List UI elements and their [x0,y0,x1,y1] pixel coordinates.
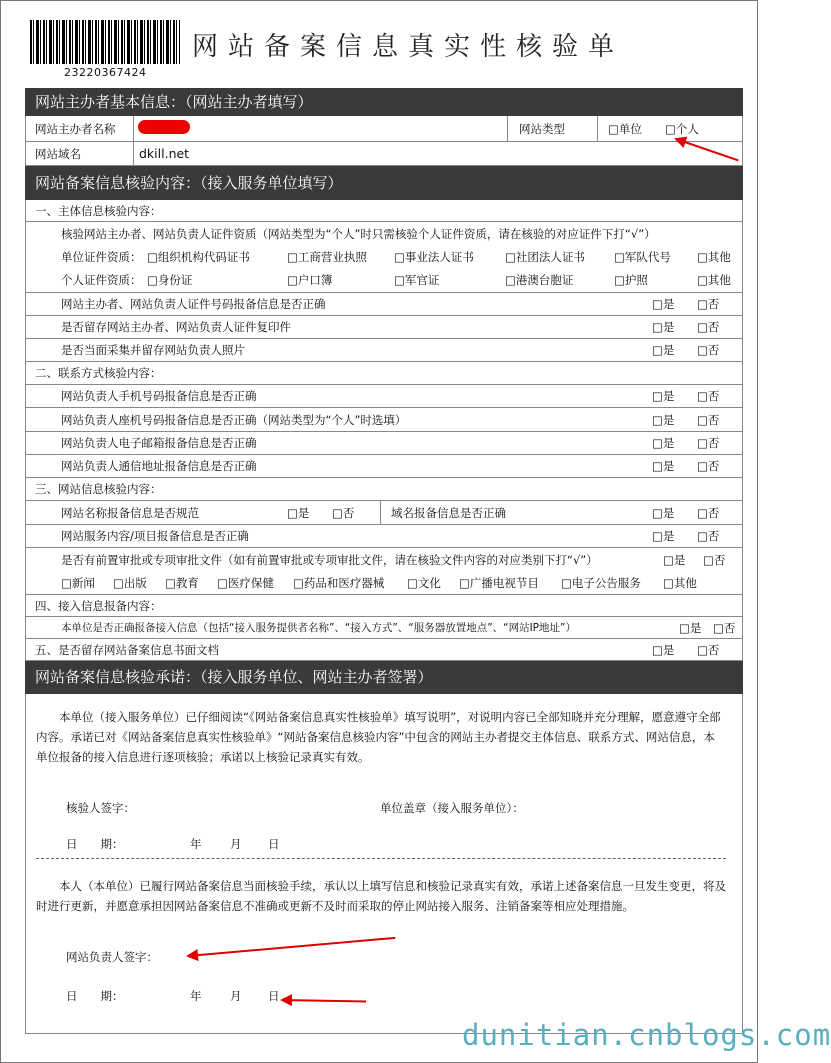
month-label: 月 [230,989,242,1003]
yes-checkbox[interactable]: □是 [652,320,675,334]
personal-cert-checkbox[interactable]: □军官证 [394,273,440,287]
check-row [25,408,743,432]
section3-heading: 网站备案信息核验承诺：（接入服务单位、网站主办者签署） [25,661,743,694]
check-row [25,617,743,639]
question: 网站负责人电子邮箱报备信息是否正确 [61,436,257,450]
no-checkbox[interactable]: □否 [697,642,720,657]
yes-checkbox[interactable]: □是 [663,552,686,567]
approval-checkbox[interactable]: □广播电视节目 [459,575,539,590]
no-checkbox[interactable]: □否 [713,620,736,635]
redaction-mark [138,120,190,134]
part2-row [25,362,743,385]
yes-checkbox[interactable]: □是 [652,642,675,657]
day-label: 日 [268,837,280,851]
personal-cert-checkbox[interactable]: □护照 [614,273,648,287]
yes-checkbox[interactable]: □是 [652,343,675,357]
approval-checkbox[interactable]: □教育 [165,575,199,590]
yes-checkbox[interactable]: □是 [652,459,675,473]
question: 网站服务内容/项目报备信息是否正确 [61,529,249,543]
document-title: 网站备案信息真实性核验单 [192,32,625,62]
divider [507,116,508,141]
approval-checkbox[interactable]: □新闻 [61,575,95,590]
org-cert-label: 单位证件资质： [61,249,142,264]
yes-checkbox[interactable]: □是 [287,505,310,520]
approval-checkbox[interactable]: □文化 [407,575,441,590]
check-row [25,432,743,455]
commitment-paragraph-1: 本单位（接入服务单位）已仔细阅读“《网站备案信息真实性核验单》填写说明”，对说明内容已全部知晓并充分理解，愿意遵守全部内容。承诺已对《网站备案信息真实性核验单》“网站备案信息核验内容”中包含的网站主办者提交主体信息、联系方式、网站信息，本单位报备的接入信息进行逐项核验；承诺以上核验记录真实有效。 [36,710,721,764]
yes-checkbox[interactable]: □是 [652,529,675,543]
question: 域名报备信息是否正确 [391,505,506,520]
no-checkbox[interactable]: □否 [697,297,720,311]
no-checkbox[interactable]: □否 [697,389,720,403]
barcode-number: 23220367424 [64,66,147,79]
section2-heading: 网站备案信息核验内容：（接入服务单位填写） [25,166,743,200]
verifier-signature-label: 核验人签字： [66,801,135,815]
question: 是否留存网站主办者、网站负责人证件复印件 [61,320,291,334]
personal-cert-checkbox[interactable]: □港澳台胞证 [505,273,574,287]
section1-heading: 网站主办者基本信息：（网站主办者填写） [25,88,743,116]
check-row [25,501,743,525]
yes-checkbox[interactable]: □是 [652,505,675,520]
question: 网站主办者、网站负责人证件号码报备信息是否正确 [61,297,326,311]
commitment-paragraph-2: 本人（本单位）已履行网站备案信息当面核验手续，承认以上填写信息和核验记录真实有效，承诺上述备案信息一旦发生变更，将及时进行更新，并愿意承担因网站备案信息不准确或更新不及时而采取的停止网站接入服务、注销备案等相应处理措施。 [36,879,726,913]
yes-checkbox[interactable]: □是 [652,412,675,427]
no-checkbox[interactable]: □否 [697,505,720,520]
day-label: 日 [268,989,280,1003]
question: 本单位是否正确报备接入信息（包括“接入服务提供者名称”、“接入方式”、“服务器放置地点”、“网站IP地址”） [61,622,576,634]
check-row [25,293,743,316]
owner-name-row [25,116,743,142]
check-row [25,339,743,362]
part1-title: 一、主体信息核验内容： [35,203,162,218]
no-checkbox[interactable]: □否 [697,320,720,334]
part5-row [25,639,743,661]
no-checkbox[interactable]: □否 [697,343,720,357]
org-cert-checkbox[interactable]: □军队代号 [614,249,671,264]
unit-seal-label: 单位盖章（接入服务单位）： [380,801,524,815]
approval-checkbox[interactable]: □药品和医疗器械 [293,575,385,590]
site-type-label: 网站类型 [519,121,565,136]
check-row [25,525,743,548]
org-cert-checkbox[interactable]: □工商营业执照 [287,249,367,264]
part4-row [25,595,743,617]
org-cert-checkbox[interactable]: □其他 [697,249,731,264]
no-checkbox[interactable]: □否 [703,552,726,567]
divider [133,116,134,141]
question: 网站负责人通信地址报备信息是否正确 [61,459,257,473]
check-row [25,385,743,408]
no-checkbox[interactable]: □否 [697,459,720,473]
domain-value: dkill.net [139,146,190,161]
yes-checkbox[interactable]: □是 [652,389,675,403]
site-type-unit-checkbox[interactable]: □单位 [608,121,642,136]
no-checkbox[interactable]: □否 [332,505,355,520]
org-cert-row [25,245,743,268]
check-row [25,548,743,571]
check-row [25,455,743,478]
approval-checkbox[interactable]: □医疗保健 [217,575,274,590]
month-label: 月 [230,837,242,851]
personal-cert-checkbox[interactable]: □身份证 [147,273,193,287]
no-checkbox[interactable]: □否 [697,412,720,427]
org-cert-checkbox[interactable]: □组织机构代码证书 [147,249,250,264]
part4-title: 四、接入信息报备内容： [35,598,162,613]
question: 是否当面采集并留存网站负责人照片 [61,343,245,357]
org-cert-checkbox[interactable]: □事业法人证书 [394,249,474,264]
domain-label: 网站域名 [35,146,81,161]
approval-checkbox[interactable]: □电子公告服务 [561,575,641,590]
question: 网站负责人手机号码报备信息是否正确 [61,389,257,403]
part2-title: 二、联系方式核验内容： [35,366,162,380]
approval-row [25,571,743,595]
date-label: 日 期： [66,989,124,1003]
approval-checkbox[interactable]: □其他 [663,575,697,590]
part3-row [25,478,743,501]
no-checkbox[interactable]: □否 [697,529,720,543]
owner-signature-label: 网站负责人签字： [66,950,158,964]
part3-title: 三、网站信息核验内容： [35,482,162,496]
org-cert-checkbox[interactable]: □社团法人证书 [505,249,585,264]
domain-row [25,142,743,166]
personal-cert-row [25,268,743,293]
cert-intro: 核验网站主办者、网站负责人证件资质（网站类型为“个人”时只需核验个人证件资质，请在核验的对应证件下打“√”） [61,226,656,241]
part1-row [25,200,743,222]
watermark: dunitian.cnblogs.com [462,1018,831,1052]
check-row [25,316,743,339]
cert-intro-row [25,222,743,245]
no-checkbox[interactable]: □否 [697,436,720,450]
yes-checkbox[interactable]: □是 [652,297,675,311]
dashed-separator [36,858,726,859]
divider [380,501,381,524]
date-label: 日 期： [66,837,124,851]
question: 网站负责人座机号码报备信息是否正确（网站类型为“个人”时选填） [61,412,407,427]
site-type-personal-checkbox[interactable]: □个人 [665,121,699,136]
personal-cert-checkbox[interactable]: □其他 [697,273,731,287]
divider [597,116,598,141]
personal-cert-label: 个人证件资质： [61,273,142,287]
owner-name-label: 网站主办者名称 [35,121,116,136]
yes-checkbox[interactable]: □是 [679,620,702,635]
part5-title: 五、是否留存网站备案信息书面文档 [35,642,219,657]
personal-cert-checkbox[interactable]: □户口簿 [287,273,333,287]
year-label: 年 [190,837,202,851]
question: 网站名称报备信息是否规范 [61,505,199,520]
divider [133,142,134,165]
year-label: 年 [190,989,202,1003]
question: 是否有前置审批或专项审批文件（如有前置审批或专项审批文件，请在核验文件内容的对应类别下打“√”） [61,552,598,567]
approval-checkbox[interactable]: □出版 [113,575,147,590]
barcode [30,20,180,64]
yes-checkbox[interactable]: □是 [652,436,675,450]
